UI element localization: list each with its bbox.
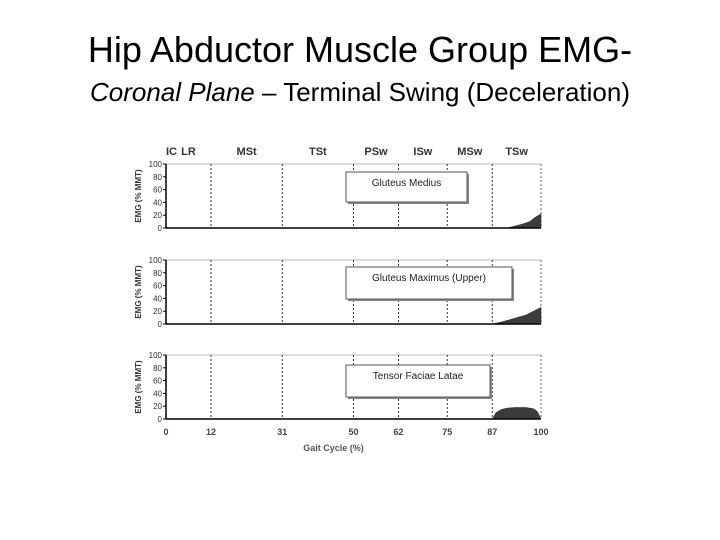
legend-entry: Gluteus Medius [371,178,442,189]
y-tick-label: 0 [157,224,162,233]
y-tick-label: 40 [153,389,162,399]
y-tick-label: 60 [153,376,162,386]
y-tick-label: 20 [153,211,162,221]
x-tick-label: 100 [533,427,549,437]
phase-label-ic: IC [166,146,177,158]
x-tick-label: 50 [348,427,359,437]
y-tick-label: 0 [157,415,162,424]
legend-entry: Tensor Faciae Latae [372,371,464,382]
y-tick-label: 100 [148,256,162,265]
x-tick-label: 87 [487,427,498,437]
x-tick-label: 75 [442,427,453,437]
emg-area-series [507,214,541,228]
phase-label-tst: TSt [309,146,327,158]
y-axis-title: EMG (% MMT) [134,360,143,414]
phase-label-msw: MSw [457,146,483,158]
x-axis-title: Gait Cycle (%) [303,443,364,453]
x-tick-label: 0 [163,427,169,437]
y-tick-label: 100 [148,351,162,360]
phase-label-mst: MSt [236,146,257,158]
x-tick-label: 12 [205,427,217,437]
y-axis-title: EMG (% MMT) [134,169,143,223]
subtitle-plane: Coronal Plane [89,77,255,107]
y-tick-label: 80 [153,172,162,182]
y-tick-label: 80 [153,363,162,373]
y-tick-label: 40 [153,294,162,304]
legend-entry: Gluteus Maximus (Upper) [372,273,486,284]
y-tick-label: 40 [153,198,162,208]
phase-label-isw: ISw [413,146,433,158]
y-axis-title: EMG (% MMT) [134,265,143,319]
y-tick-label: 0 [157,320,162,329]
y-tick-label: 20 [153,402,162,412]
y-tick-label: 20 [153,307,162,317]
subtitle-phase: – Terminal Swing (Deceleration) [254,77,631,107]
y-tick-label: 100 [148,160,162,169]
phase-label-psw: PSw [364,146,388,158]
x-tick-label: 62 [393,427,404,437]
x-tick-label: 31 [277,427,288,437]
y-tick-label: 60 [153,281,162,291]
y-tick-label: 80 [153,268,162,278]
phase-label-tsw: TSw [505,146,528,158]
emg-area-series [492,407,541,419]
y-tick-label: 60 [153,185,162,195]
emg-area-series [492,307,541,324]
phase-label-lr: LR [181,146,196,158]
slide-title: Hip Abductor Muscle Group EMG- [87,29,633,70]
